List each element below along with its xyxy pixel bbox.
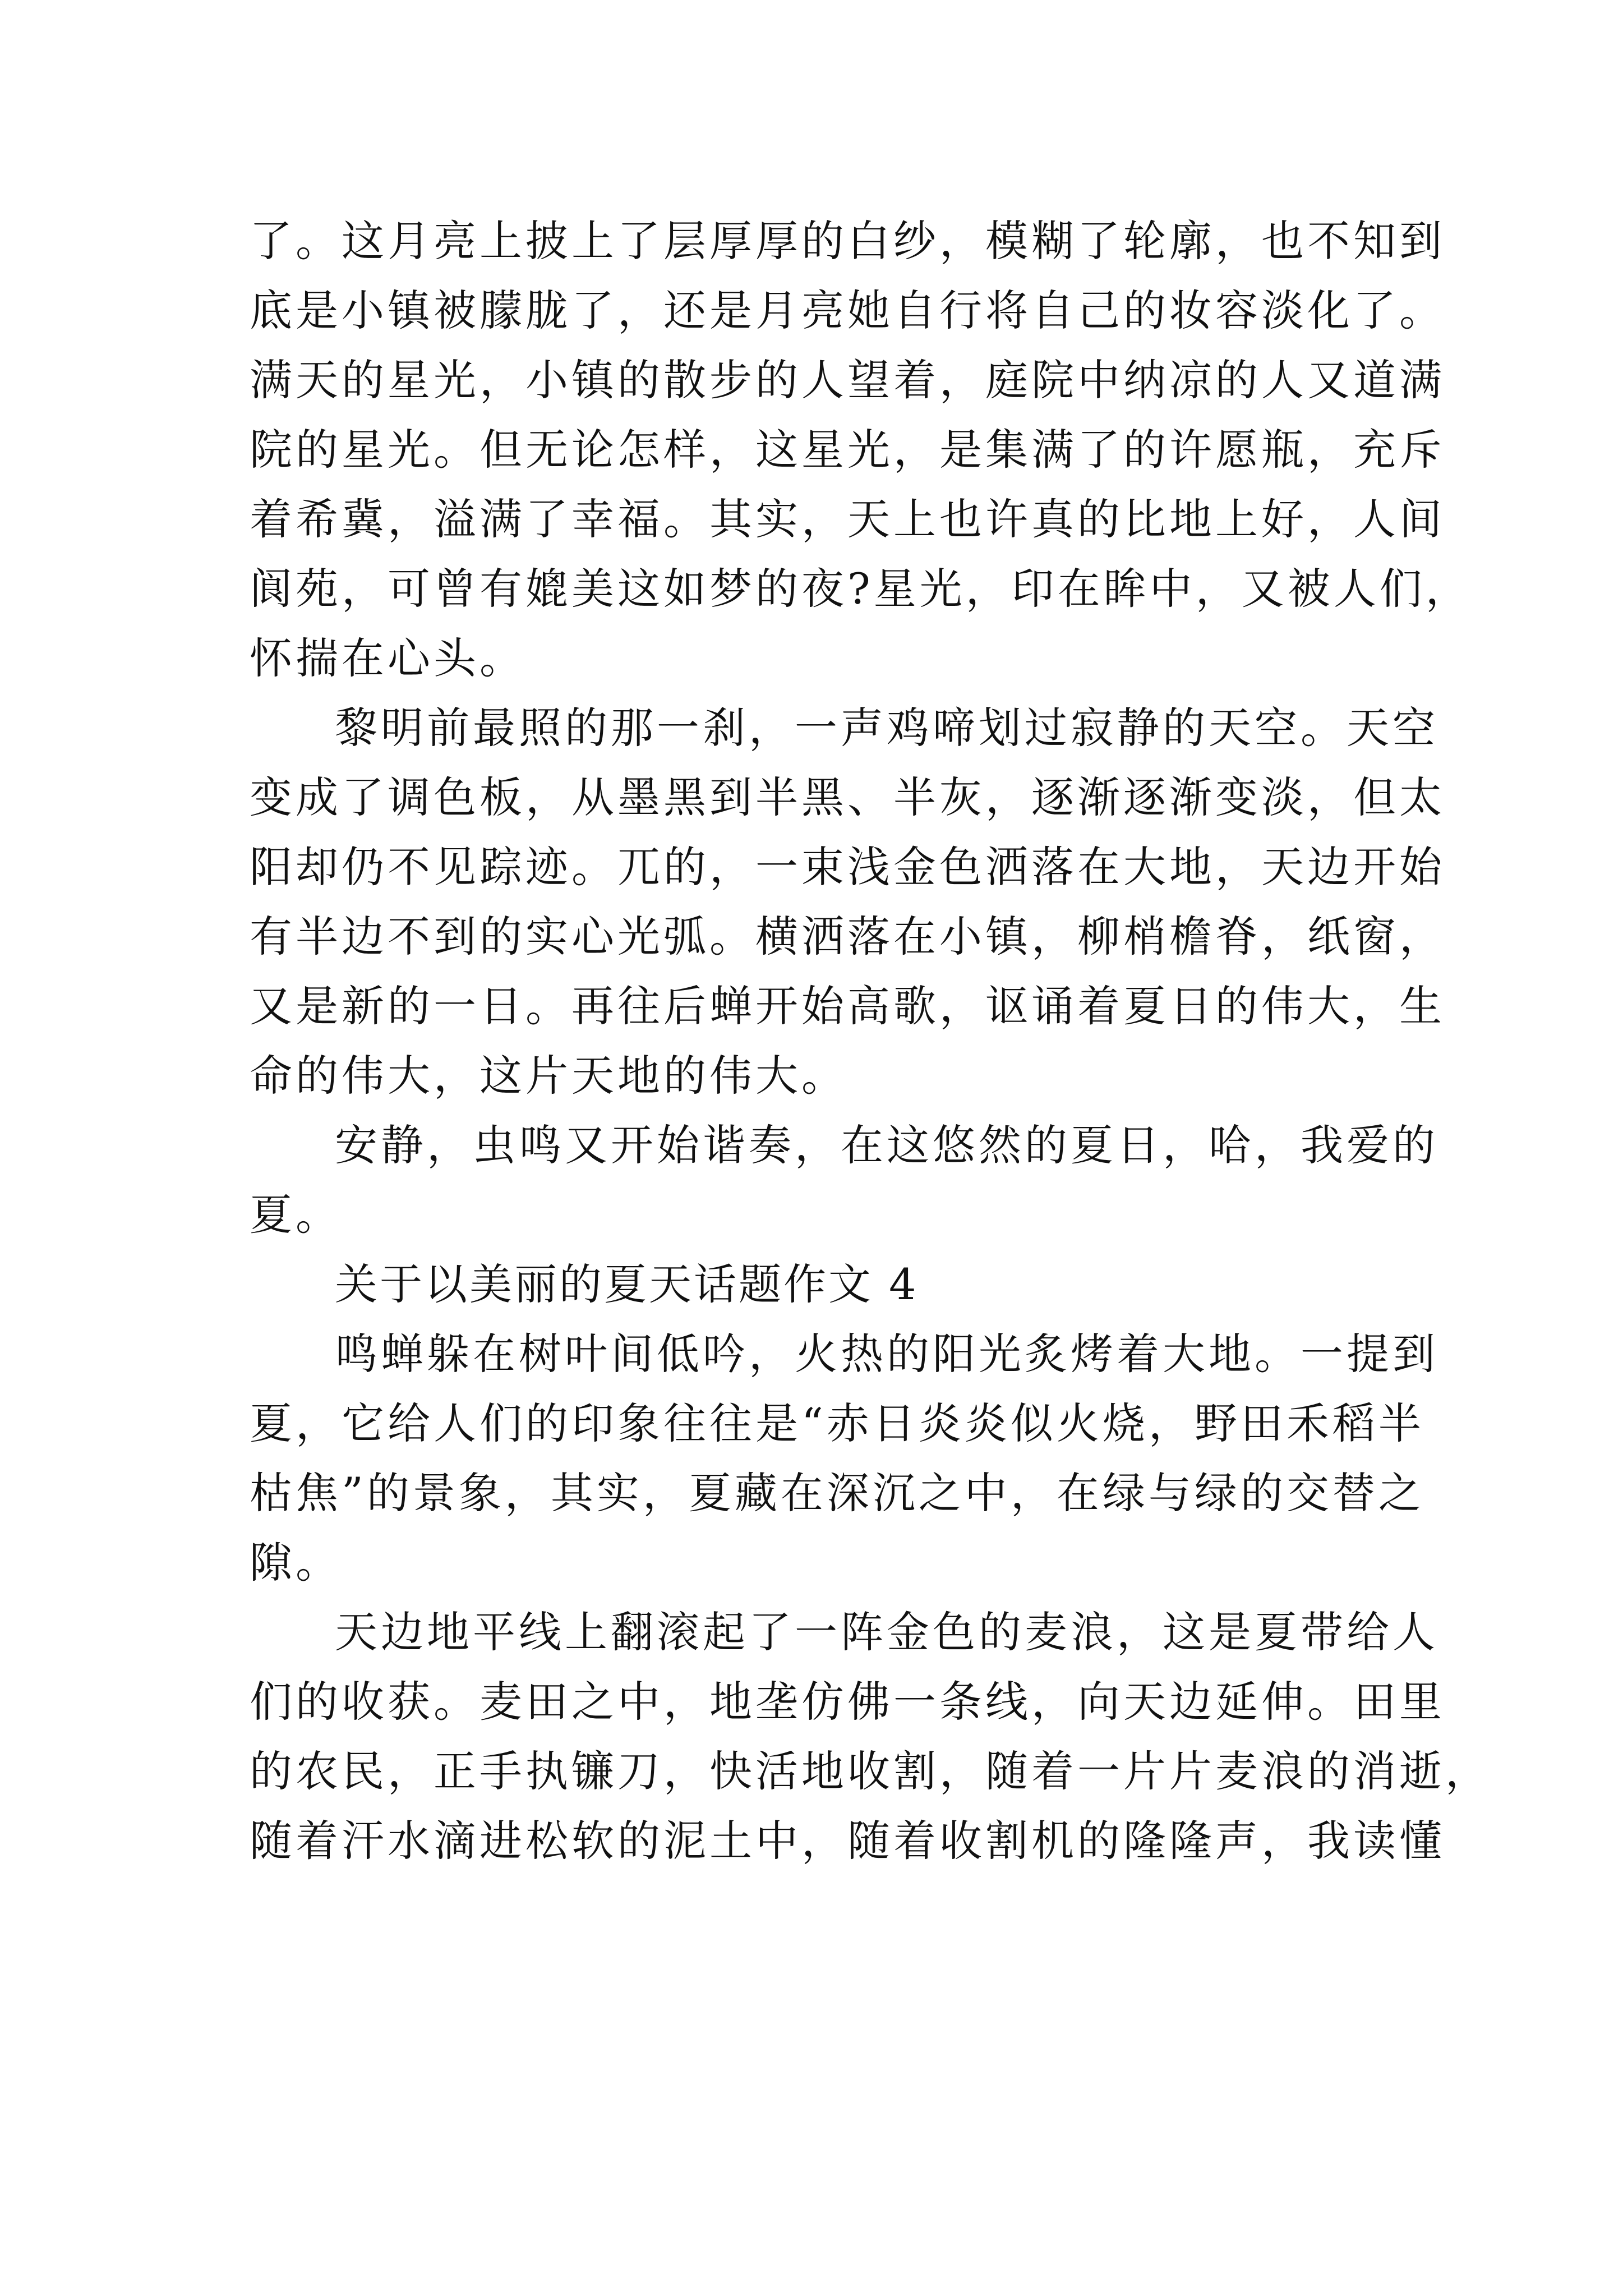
paragraph-start-line: 天边地平线上翻滚起了一阵金色的麦浪，这是夏带给人	[335, 1607, 1438, 1657]
text-line: 随着汗水滴进松软的泥土中，随着收割机的隆隆声，我读懂	[250, 1816, 1445, 1866]
paragraph-start-line: 安静，虫鸣又开始谐奏，在这悠然的夏日，哈，我爱的	[335, 1120, 1438, 1170]
text-line: 了。这月亮上披上了层厚厚的白纱，模糊了轮廓，也不知到	[250, 216, 1445, 266]
text-line: 阆苑，可曾有媲美这如梦的夜?星光，印在眸中，又被人们，	[250, 564, 1472, 614]
body-text	[250, 206, 1491, 1876]
paragraph-start-line: 鸣蝉躲在树叶间低吟，火热的阳光炙烤着大地。一提到	[335, 1329, 1438, 1379]
text-line: 命的伟大，这片天地的伟大。	[250, 1051, 847, 1101]
text-line: 隙。	[250, 1538, 342, 1588]
text-line: 底是小镇被朦胧了，还是月亮她自行将自己的妆容淡化了。	[250, 286, 1445, 335]
text-line: 满天的星光，小镇的散步的人望着，庭院中纳凉的人又道满	[250, 355, 1445, 405]
text-line: 又是新的一日。再往后蝉开始高歌，讴诵着夏日的伟大，生	[250, 981, 1445, 1031]
section-heading: 关于以美丽的夏天话题作文 4	[335, 1259, 919, 1309]
text-line: 的农民，正手执镰刀，快活地收割，随着一片片麦浪的消逝，	[250, 1746, 1491, 1796]
paragraph-start-line: 黎明前最照的那一刹，一声鸡啼划过寂静的天空。天空	[335, 703, 1438, 753]
text-line: 夏。	[250, 1190, 342, 1240]
text-line: 阳却仍不见踪迹。兀的，一束浅金色洒落在大地，天边开始	[250, 842, 1445, 892]
text-line: 夏，它给人们的印象往往是“赤日炎炎似火烧，野田禾稻半	[250, 1398, 1424, 1448]
text-line: 变成了调色板，从墨黑到半黑、半灰，逐渐逐渐变淡，但太	[250, 772, 1445, 822]
text-line: 院的星光。但无论怎样，这星光，是集满了的许愿瓶，充斥	[250, 425, 1445, 475]
text-line: 怀揣在心头。	[250, 633, 525, 683]
text-line: 们的收获。麦田之中，地垄仿佛一条线，向天边延伸。田里	[250, 1677, 1445, 1727]
text-line: 枯焦”的景象，其实，夏藏在深沉之中，在绿与绿的交替之	[250, 1468, 1424, 1518]
text-line: 着希冀，溢满了幸福。其实，天上也许真的比地上好，人间	[250, 494, 1445, 544]
text-line: 有半边不到的实心光弧。横洒落在小镇，柳梢檐脊，纸窗，	[250, 912, 1445, 961]
